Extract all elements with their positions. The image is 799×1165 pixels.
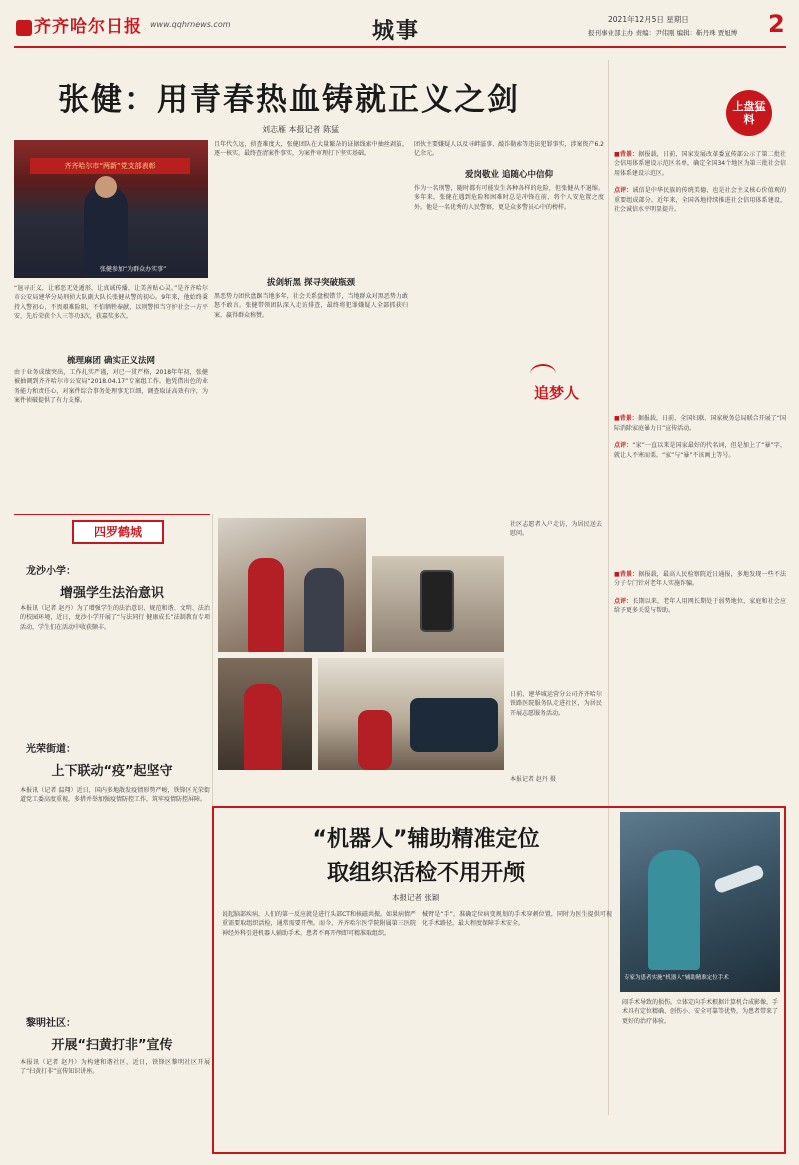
stage-banner: 齐齐哈尔市“两新”党支部表彰	[30, 158, 190, 174]
lead-col1b: 由于业务成绩突出，工作扎实严谨，对已一贯严格，2018年年初，张健被抽调到齐齐哈尔市公安局“2018.04.17”专案组工作。他凭借出色的业务能力和责任心，对案件综合事务处理事无巨细，调查取证高效有序，为案件侦破提供了有力支撑。	[14, 369, 208, 405]
lead-subhead-3: 爱岗敬业 追随心中信仰	[465, 170, 553, 180]
sidebar-item: 点评：诚信是中华民族的传统美德，也是社会主义核心价值观的重要组成部分。近年来，全国各地持续推进社会信用体系建设，社会诚信水平明显提升。	[614, 187, 786, 214]
photo-caption: 张健参加“为群众办实事”	[100, 266, 167, 273]
robot-col3: 闹手术导致的损伤。立体定向手术根据计算机合成影像，手术具有定位精确、创伤小、安全可靠等优势，为患者带来了更好的治疗体验。	[622, 999, 778, 1025]
volunteer-photo-4	[318, 658, 504, 770]
sidebar-banner	[720, 90, 782, 142]
community-banner	[72, 520, 164, 544]
sidebar-item: 点评：“家”一直以来是国家最好的代名词，但是加上了“暴”字，就让人不寒而栗。“家”与“暴”不该画上等号。	[614, 442, 786, 459]
dream-chaser-label: 追梦人	[534, 384, 580, 402]
worker-figure	[358, 710, 392, 770]
section-title: 城事	[372, 18, 421, 44]
editors-line: 报刊事业部主办 责编：尹伟刚 编辑：靳丹珠 贾旭博	[588, 29, 738, 37]
volunteer-caption-top: 社区志愿者入户走访，为居民送去慰问。	[510, 521, 602, 538]
lead-photo	[14, 140, 208, 278]
volunteer-photo-3	[218, 658, 312, 770]
s1-head: 增强学生法治意识	[59, 586, 164, 601]
robot-photo-caption: 专家为患者实施“机器人”辅助精准定位手术	[624, 975, 729, 981]
lead-col3b: 作为一名刑警，随时都有可能发生各种各样的危险，但张健从不退缩。多年来，张健在遇到危险和困难时总是冲锋在前，将个人安危置之度外。他是一名优秀的人民警察，更是众多警员心中的榜样。	[414, 185, 604, 211]
surgeon-figure	[648, 850, 700, 970]
s2-head: 上下联动“疫”起坚守	[51, 764, 173, 779]
site-url: www.qqhrnews.com	[150, 20, 231, 29]
volunteer-figure	[248, 558, 284, 652]
logo-icon	[16, 20, 32, 36]
page-number: 2	[768, 10, 785, 38]
lead-col2b: 黑恶势力团伙盘踞当地多年，社会关系盘根错节，当地群众对黑恶势力敢怒不敢言。张健带领团队深入走访排查，最终将犯罪嫌疑人全部抓获归案，赢得群众称赞。	[214, 293, 408, 319]
s2-title: 光荣街道：	[26, 744, 76, 755]
lead-col1: “退寻正义，让邪恶无处遁形，让真诚传播，让美善贴心灵。”是齐齐哈尔市公安局建华分局刑侦大队副大队长张健从警的初心。9年来，他始终秉持入警初心，不畏艰难险阻，不怕牺牲奉献，以刑警担当守护社会一方平安，先后荣获个人三等功3次，获嘉奖多次。	[14, 285, 208, 321]
sidebar-banner-text: 上盘猛料	[732, 100, 766, 126]
sidebar-item: ■背景：据报载，日前，国家发展改革委宣传部公示了第二批社会信用体系建设示范区名单，确定全国34个地区为第三批社会信用体系建设示范区。	[614, 151, 786, 177]
dream-chaser-badge	[530, 364, 600, 412]
sidebar-item: ■背景：据报载，最高人民检察院近日通报，多地发现一些不法分子专门针对老年人实施诈骗。	[614, 571, 786, 588]
masthead-rule	[14, 46, 786, 48]
lead-subhead-2: 拔剑斩黑 探寻突破瓶颈	[267, 278, 355, 288]
lead-headline: 张健：用青春热血铸就正义之剑	[58, 82, 520, 118]
robot-arm	[713, 864, 765, 894]
lead-byline: 刘志雁 本报记者 陈猛	[262, 125, 340, 134]
lead-subhead-1: 梳理麻团 确实正义法网	[67, 356, 155, 366]
sidebar-item: 点评：长期以来，老年人用网长期处于弱势地位，家庭和社会应给予更多关爱与帮助。	[614, 597, 786, 615]
sidebar-item: ■背景：据报载，日前，全国妇联、国家税务总局联合开展了“国际消除家庭暴力日”宣传活动。	[614, 415, 786, 432]
vehicle	[410, 698, 498, 752]
officer-head	[95, 176, 117, 198]
robot-byline: 本报记者 张颖	[392, 893, 440, 902]
community-divider	[212, 514, 213, 844]
s3-head: 开展“扫黄打非”宣传	[51, 1038, 173, 1053]
community-banner-label: 四罗鹤城	[93, 525, 142, 539]
phone-graphic	[420, 570, 454, 632]
s1-title: 龙沙小学：	[26, 566, 76, 577]
volunteer-photo-2	[372, 556, 504, 652]
volunteer-caption-bottom: 日前，建华城运营分公司齐齐哈尔铁路医院服务队走进社区，为居民开展志愿服务活动。	[510, 691, 602, 717]
resident-figure	[304, 568, 344, 652]
lead-col3: 团伙主要嫌疑人以及寻衅滋事、敲诈勒索等违法犯罪事实，涉案资产6.2亿余元。	[414, 141, 604, 158]
s3-title: 黎明社区：	[26, 1018, 76, 1029]
issue-date: 2021年12月5日 星期日	[608, 15, 689, 24]
s2-text: 本报讯（记者 温翔）近日，国内多地散发疫情形势严峻，铁锋区光荣街道党工委高度重视，多措并举加强疫情防控工作，筑牢疫情防控屏障。	[20, 787, 210, 804]
volunteer-photo-1	[218, 518, 366, 652]
s1-text: 本报讯（记者 赵丹）为了增强学生的法治意识、规范和谐、文明、法治的校园环境，近日，龙沙小学开展了“与法同行 健康成长”法制教育专项活动，学生们在活动中收获颇丰。	[20, 605, 210, 631]
lead-col2: 且年代久远，侦查难度大，张健团队在大量繁杂的证据线索中抽丝剥茧，逐一核实，最终查清案件事实，为案件审理打下坚实基础。	[214, 141, 408, 158]
community-top-rule	[14, 514, 210, 515]
s3-text: 本报讯（记者 赵丹）为构建和谐社区，近日，铁锋区黎明社区开展了“扫黄打非”宣传知识讲座。	[20, 1059, 210, 1076]
robot-headline-2: 取组织活检不用开颅	[326, 861, 525, 886]
robot-headline-1: “机器人”辅助精准定位	[312, 827, 540, 852]
robot-col2: 械臂是“手”，准确定位病变规划的手术穿刺位置，同时为医生提供可视化手术路径，最大程度保障手术安全。	[422, 911, 612, 928]
crane-icon	[530, 364, 556, 384]
logo: 齐齐哈尔日报	[16, 12, 142, 37]
volunteer-credit: 本报记者 赵丹 摄	[510, 776, 556, 783]
masthead	[0, 0, 799, 48]
robot-col1: 说起脑部疾病，人们的第一反应就是进行头部CT和核磁共振。如果病情严重需要取组织活检，通常需要开颅。而今，齐齐哈尔医学院附属第三医院神经外科引进机器人辅助手术，患者不再开颅即可精准取组织。	[222, 911, 416, 937]
robot-photo	[620, 812, 780, 992]
volunteer-figure-2	[244, 684, 282, 770]
